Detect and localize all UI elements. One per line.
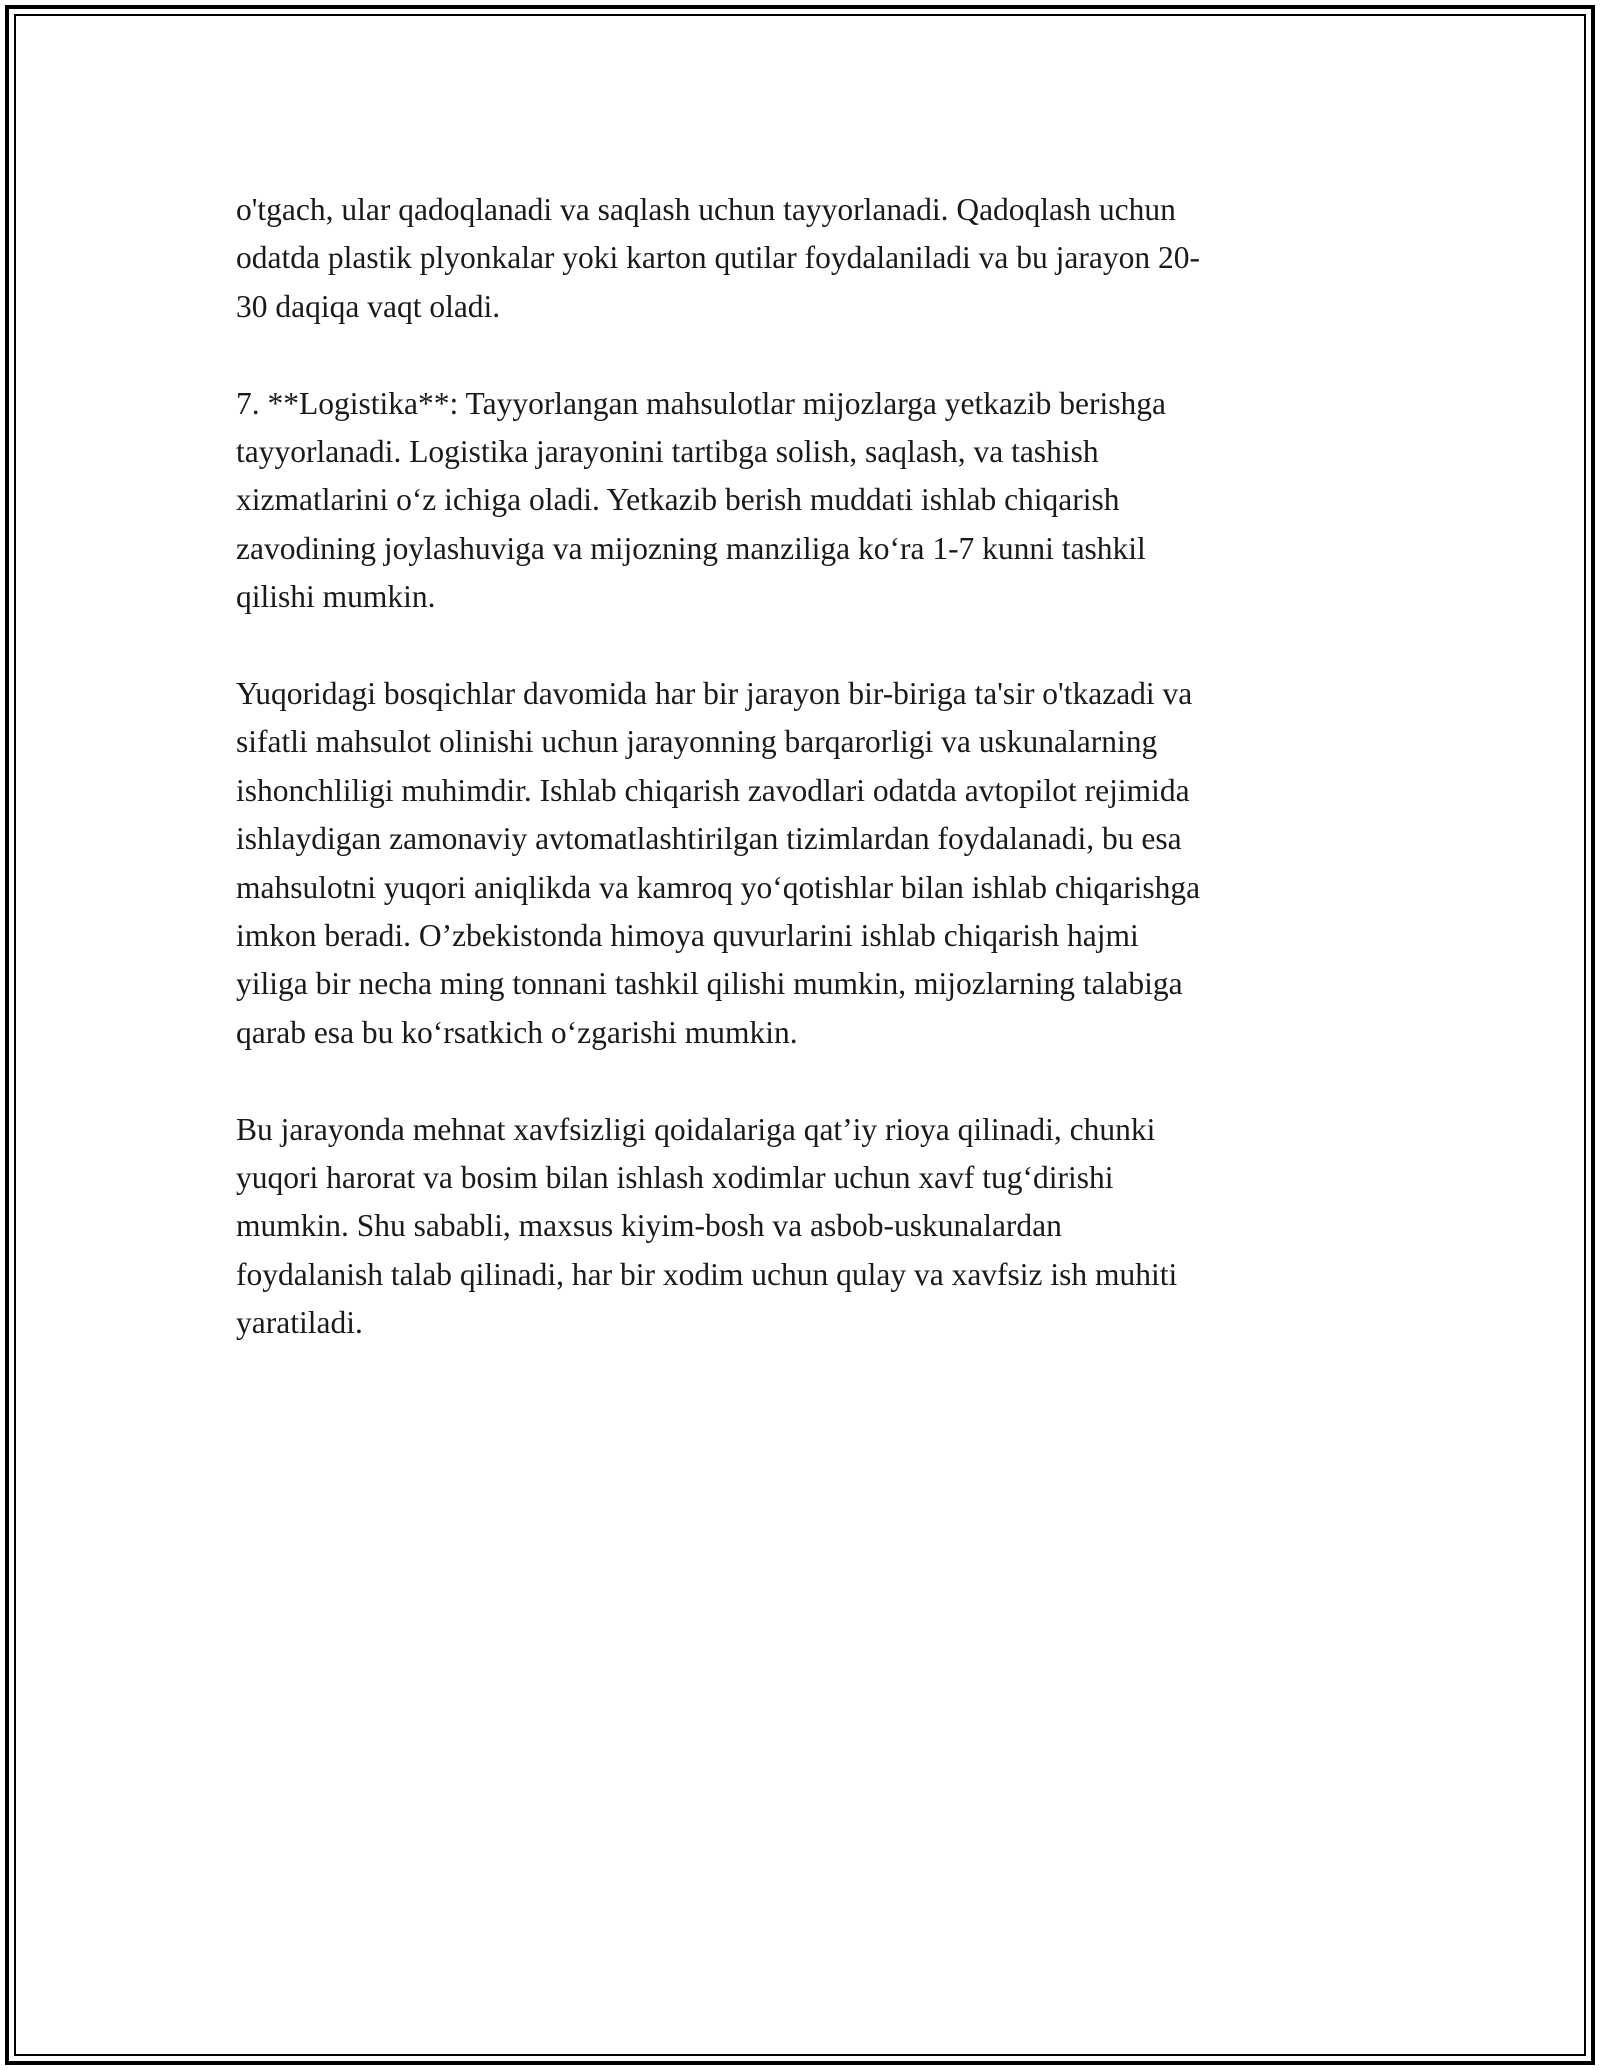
document-body xyxy=(236,186,1364,1396)
text-line: ishonchliligi muhimdir. Ishlab chiqarish zavodlari odatda avtopilot rejimida xyxy=(236,772,1190,808)
text-line: yaratiladi. xyxy=(236,1305,363,1341)
text-line: xizmatlarini o‘z ichiga oladi. Yetkazib berish muddati ishlab chiqarish xyxy=(236,482,1120,518)
text-line: Bu jarayonda mehnat xavfsizligi qoidalariga qat’iy rioya qilinadi, chunki xyxy=(236,1111,1156,1147)
text-line: tayyorlanadi. Logistika jarayonini tartibga solish, saqlash, va tashish xyxy=(236,434,1099,470)
text-line: qilishi mumkin. xyxy=(236,579,436,615)
text-line: sifatli mahsulot olinishi uchun jarayonning barqarorligi va uskunalarning xyxy=(236,724,1158,760)
text-line: Yuqoridagi bosqichlar davomida har bir jarayon bir-biriga ta'sir o'tkazadi va xyxy=(236,676,1193,712)
text-line: zavodining joylashuviga va mijozning manziliga ko‘ra 1-7 kunni tashkil xyxy=(236,530,1146,566)
text-line: imkon beradi. O’zbekistonda himoya quvurlarini ishlab chiqarish hajmi xyxy=(236,918,1139,954)
text-line: mahsulotni yuqori aniqlikda va kamroq yo‘qotishlar bilan ishlab chiqarishga xyxy=(236,869,1201,905)
text-line: foydalanish talab qilinadi, har bir xodim uchun qulay va xavfsiz ish muhiti xyxy=(236,1256,1178,1292)
text-line: qarab esa bu ko‘rsatkich o‘zgarishi mumkin. xyxy=(236,1014,798,1050)
paragraph-packaging xyxy=(236,186,1364,331)
text-line: ishlaydigan zamonaviy avtomatlashtirilgan tizimlardan foydalanadi, bu esa xyxy=(236,821,1182,857)
text-line: yuqori harorat va bosim bilan ishlash xodimlar uchun xavf tug‘dirishi xyxy=(236,1160,1114,1196)
text-line: 7. **Logistika**: Tayyorlangan mahsulotlar mijozlarga yetkazib berishga xyxy=(236,385,1167,421)
text-line: odatda plastik plyonkalar yoki karton qutilar foydalaniladi va bu jarayon 20- xyxy=(236,240,1200,276)
text-line: 30 daqiqa vaqt oladi. xyxy=(236,288,501,324)
paragraph-logistics xyxy=(236,380,1364,622)
paragraph-safety xyxy=(236,1106,1364,1348)
text-line: yiliga bir necha ming tonnani tashkil qilishi mumkin, mijozlarning talabiga xyxy=(236,966,1183,1002)
text-line: mumkin. Shu sababli, maxsus kiyim-bosh va asbob-uskunalardan xyxy=(236,1208,1062,1244)
text-line: o'tgach, ular qadoqlanadi va saqlash uchun tayyorlanadi. Qadoqlash uchun xyxy=(236,192,1176,227)
paragraph-process-summary xyxy=(236,670,1364,1057)
